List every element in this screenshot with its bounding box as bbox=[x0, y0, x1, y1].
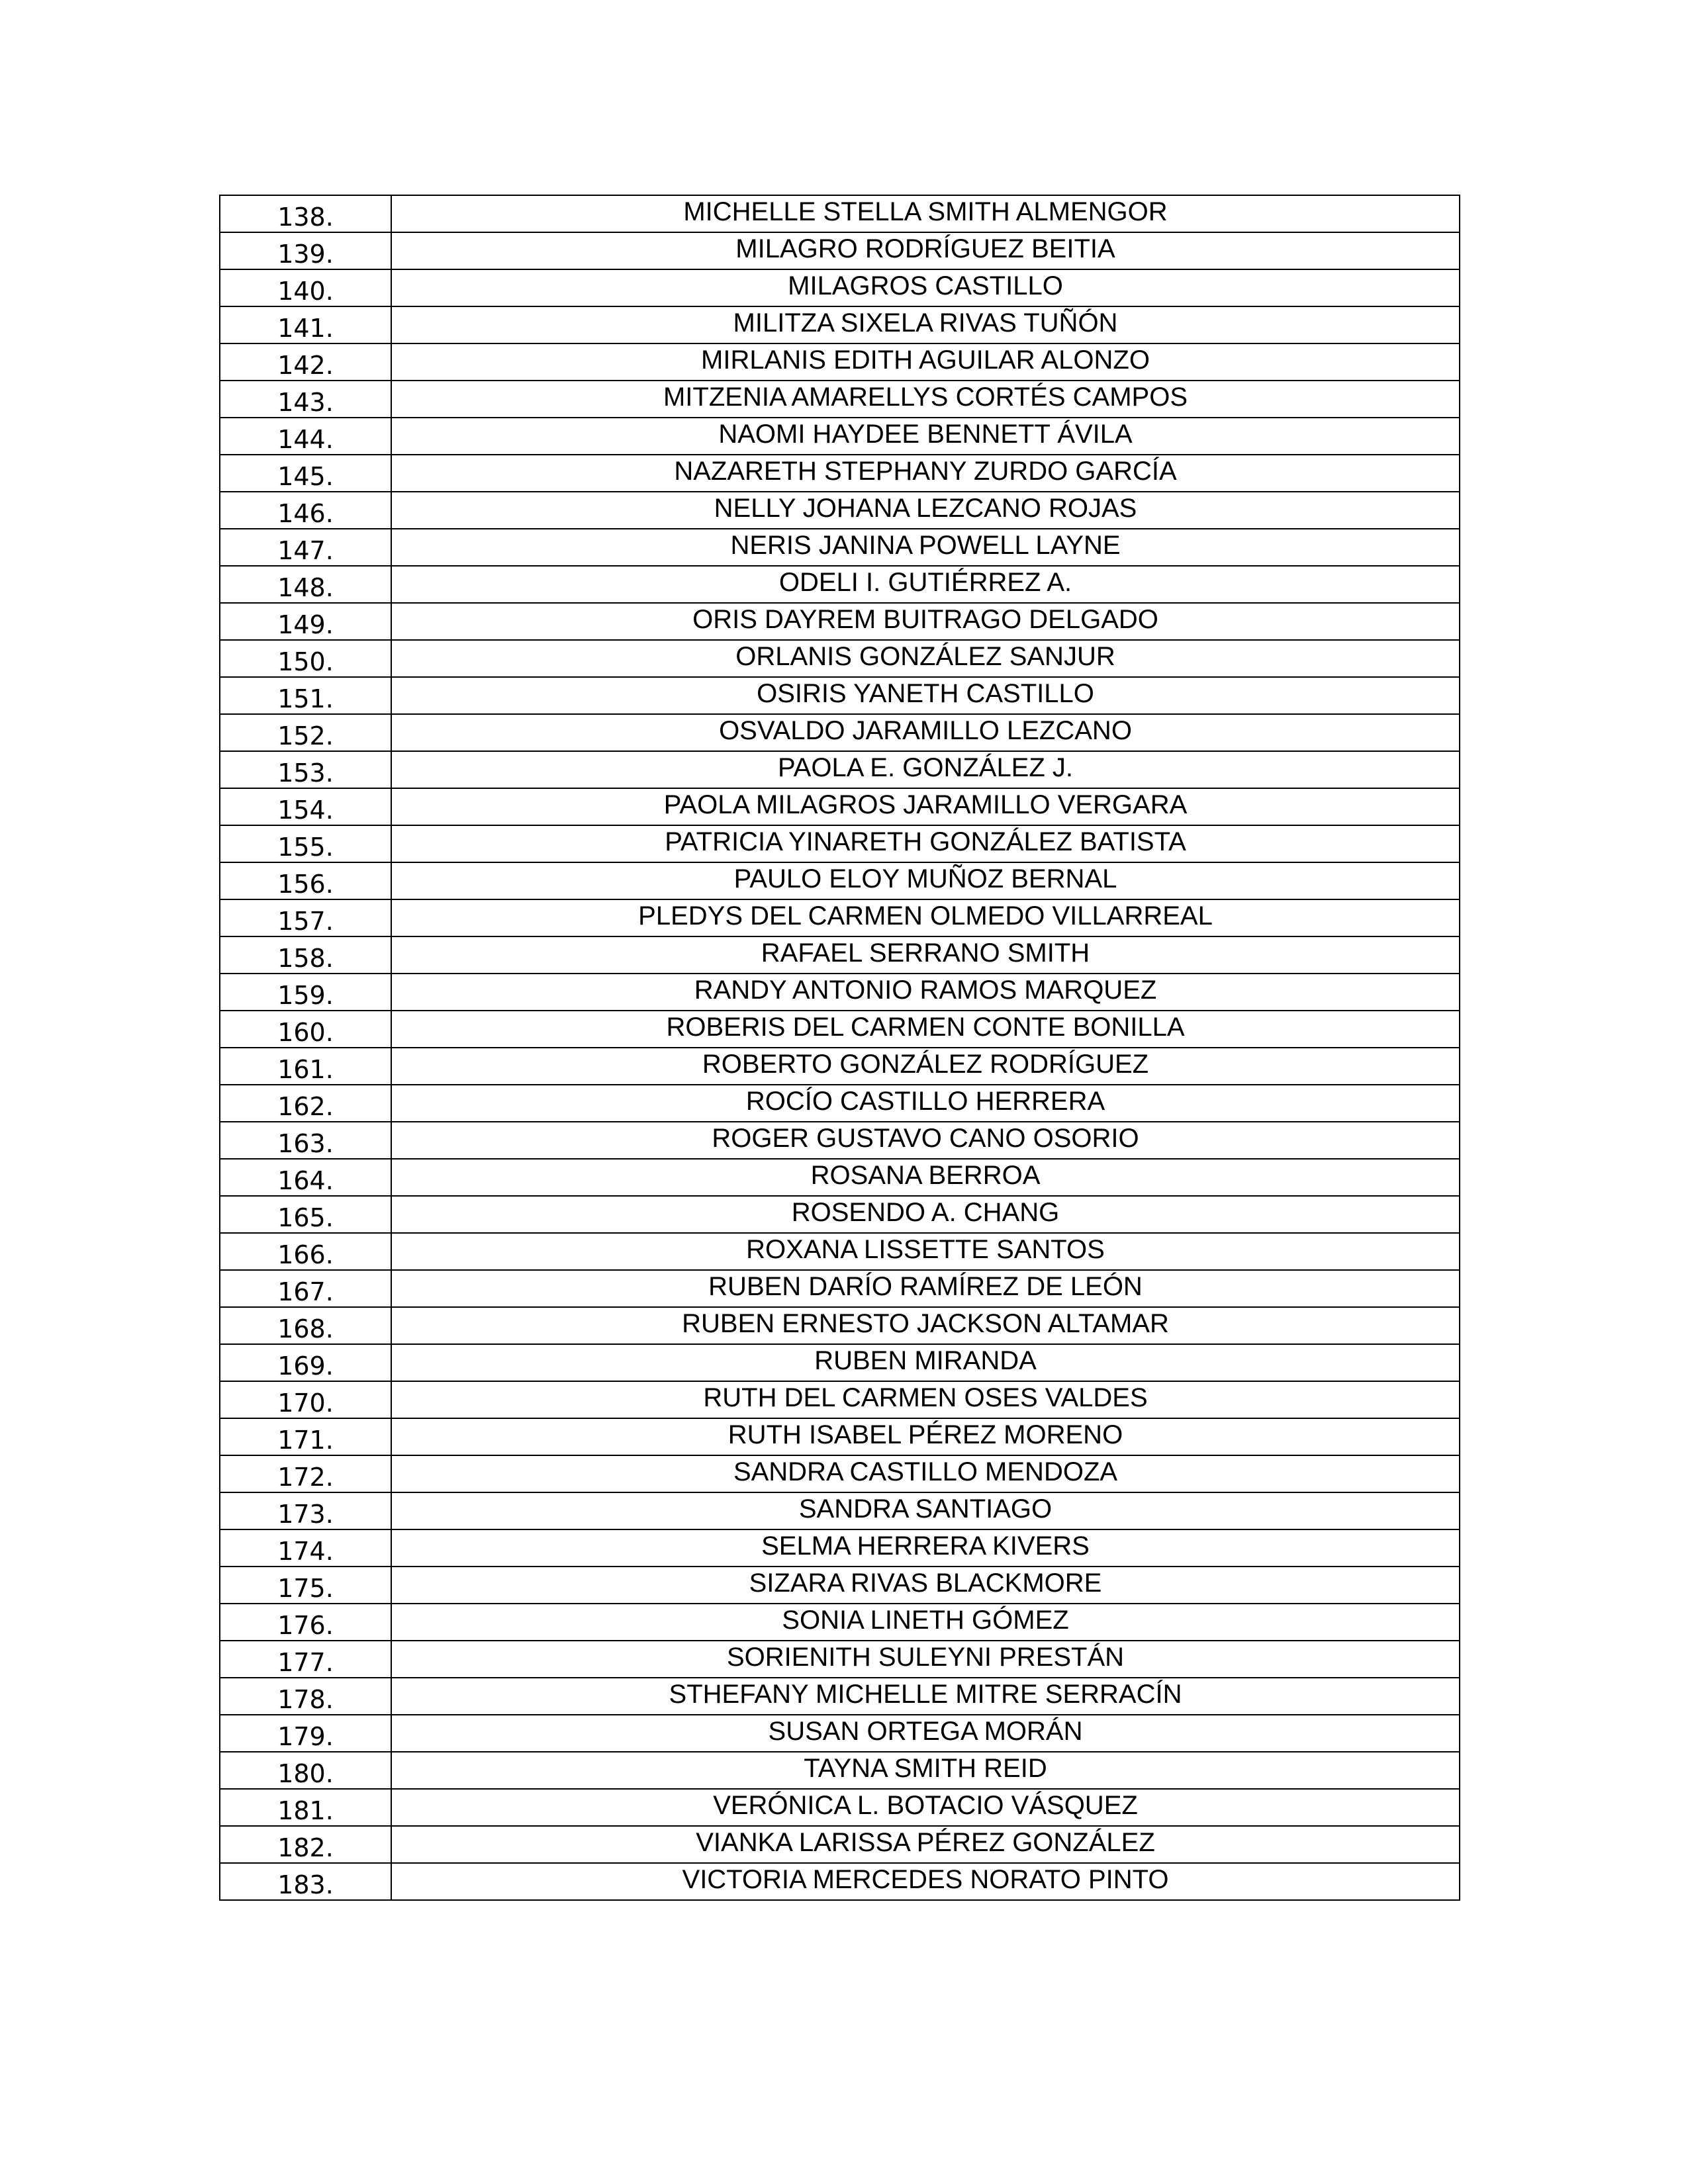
table-row bbox=[220, 788, 1460, 825]
person-name: ROSENDO A. CHANG bbox=[391, 1196, 1460, 1233]
person-name: SELMA HERRERA KIVERS bbox=[391, 1529, 1460, 1567]
person-name: VICTORIA MERCEDES NORATO PINTO bbox=[391, 1863, 1460, 1900]
person-name: RUTH ISABEL PÉREZ MORENO bbox=[391, 1418, 1460, 1455]
person-name: NELLY JOHANA LEZCANO ROJAS bbox=[391, 492, 1460, 529]
table-row bbox=[220, 974, 1460, 1011]
table-row bbox=[220, 1122, 1460, 1159]
person-name: RANDY ANTONIO RAMOS MARQUEZ bbox=[391, 974, 1460, 1011]
table-row bbox=[220, 343, 1460, 381]
row-number: 141. bbox=[220, 306, 391, 343]
person-name: ROGER GUSTAVO CANO OSORIO bbox=[391, 1122, 1460, 1159]
table-row bbox=[220, 566, 1460, 603]
table-row bbox=[220, 825, 1460, 862]
row-number: 183. bbox=[220, 1863, 391, 1900]
row-number: 155. bbox=[220, 825, 391, 862]
person-name: SUSAN ORTEGA MORÁN bbox=[391, 1715, 1460, 1752]
person-name: SIZARA RIVAS BLACKMORE bbox=[391, 1567, 1460, 1604]
names-table bbox=[219, 195, 1460, 1901]
person-name: RUBEN MIRANDA bbox=[391, 1344, 1460, 1381]
person-name: STHEFANY MICHELLE MITRE SERRACÍN bbox=[391, 1678, 1460, 1715]
row-number: 143. bbox=[220, 381, 391, 418]
row-number: 175. bbox=[220, 1567, 391, 1604]
person-name: MIRLANIS EDITH AGUILAR ALONZO bbox=[391, 343, 1460, 381]
row-number: 169. bbox=[220, 1344, 391, 1381]
row-number: 166. bbox=[220, 1233, 391, 1270]
row-number: 148. bbox=[220, 566, 391, 603]
row-number: 138. bbox=[220, 195, 391, 232]
person-name: NAOMI HAYDEE BENNETT ÁVILA bbox=[391, 418, 1460, 455]
person-name: PAOLA E. GONZÁLEZ J. bbox=[391, 751, 1460, 788]
person-name: MILITZA SIXELA RIVAS TUÑÓN bbox=[391, 306, 1460, 343]
person-name: VIANKA LARISSA PÉREZ GONZÁLEZ bbox=[391, 1826, 1460, 1863]
row-number: 157. bbox=[220, 899, 391, 936]
person-name: OSVALDO JARAMILLO LEZCANO bbox=[391, 714, 1460, 751]
row-number: 168. bbox=[220, 1307, 391, 1344]
table-row bbox=[220, 677, 1460, 714]
person-name: NERIS JANINA POWELL LAYNE bbox=[391, 529, 1460, 566]
person-name: RUTH DEL CARMEN OSES VALDES bbox=[391, 1381, 1460, 1418]
table-row bbox=[220, 418, 1460, 455]
row-number: 181. bbox=[220, 1789, 391, 1826]
row-number: 152. bbox=[220, 714, 391, 751]
table-row bbox=[220, 899, 1460, 936]
person-name: VERÓNICA L. BOTACIO VÁSQUEZ bbox=[391, 1789, 1460, 1826]
row-number: 179. bbox=[220, 1715, 391, 1752]
table-row bbox=[220, 714, 1460, 751]
table-row bbox=[220, 529, 1460, 566]
table-row bbox=[220, 232, 1460, 269]
person-name: RUBEN ERNESTO JACKSON ALTAMAR bbox=[391, 1307, 1460, 1344]
row-number: 154. bbox=[220, 788, 391, 825]
person-name: SANDRA CASTILLO MENDOZA bbox=[391, 1455, 1460, 1492]
person-name: SORIENITH SULEYNI PRESTÁN bbox=[391, 1641, 1460, 1678]
table-row bbox=[220, 1715, 1460, 1752]
table-row bbox=[220, 1641, 1460, 1678]
person-name: PLEDYS DEL CARMEN OLMEDO VILLARREAL bbox=[391, 899, 1460, 936]
table-row bbox=[220, 1678, 1460, 1715]
row-number: 149. bbox=[220, 603, 391, 640]
person-name: ROBERIS DEL CARMEN CONTE BONILLA bbox=[391, 1011, 1460, 1048]
table-row bbox=[220, 306, 1460, 343]
row-number: 147. bbox=[220, 529, 391, 566]
table-row bbox=[220, 1604, 1460, 1641]
table-row bbox=[220, 640, 1460, 677]
table-row bbox=[220, 751, 1460, 788]
person-name: ROXANA LISSETTE SANTOS bbox=[391, 1233, 1460, 1270]
person-name: OSIRIS YANETH CASTILLO bbox=[391, 677, 1460, 714]
row-number: 163. bbox=[220, 1122, 391, 1159]
row-number: 158. bbox=[220, 936, 391, 974]
person-name: ROCÍO CASTILLO HERRERA bbox=[391, 1085, 1460, 1122]
person-name: RUBEN DARÍO RAMÍREZ DE LEÓN bbox=[391, 1270, 1460, 1307]
row-number: 177. bbox=[220, 1641, 391, 1678]
row-number: 159. bbox=[220, 974, 391, 1011]
table-row bbox=[220, 1270, 1460, 1307]
table-row bbox=[220, 1196, 1460, 1233]
row-number: 178. bbox=[220, 1678, 391, 1715]
table-row bbox=[220, 1381, 1460, 1418]
table-row bbox=[220, 1492, 1460, 1529]
table-row bbox=[220, 492, 1460, 529]
row-number: 170. bbox=[220, 1381, 391, 1418]
table-row bbox=[220, 1863, 1460, 1900]
row-number: 153. bbox=[220, 751, 391, 788]
person-name: RAFAEL SERRANO SMITH bbox=[391, 936, 1460, 974]
table-row bbox=[220, 1159, 1460, 1196]
table-row bbox=[220, 1752, 1460, 1789]
table-row bbox=[220, 1307, 1460, 1344]
table-row bbox=[220, 1011, 1460, 1048]
table-row bbox=[220, 455, 1460, 492]
person-name: NAZARETH STEPHANY ZURDO GARCÍA bbox=[391, 455, 1460, 492]
row-number: 151. bbox=[220, 677, 391, 714]
table-row bbox=[220, 603, 1460, 640]
table-row bbox=[220, 1826, 1460, 1863]
person-name: PAULO ELOY MUÑOZ BERNAL bbox=[391, 862, 1460, 899]
row-number: 139. bbox=[220, 232, 391, 269]
row-number: 146. bbox=[220, 492, 391, 529]
person-name: PAOLA MILAGROS JARAMILLO VERGARA bbox=[391, 788, 1460, 825]
row-number: 160. bbox=[220, 1011, 391, 1048]
person-name: SANDRA SANTIAGO bbox=[391, 1492, 1460, 1529]
row-number: 144. bbox=[220, 418, 391, 455]
person-name: MICHELLE STELLA SMITH ALMENGOR bbox=[391, 195, 1460, 232]
table-row bbox=[220, 1048, 1460, 1085]
row-number: 162. bbox=[220, 1085, 391, 1122]
row-number: 171. bbox=[220, 1418, 391, 1455]
person-name: TAYNA SMITH REID bbox=[391, 1752, 1460, 1789]
person-name: MITZENIA AMARELLYS CORTÉS CAMPOS bbox=[391, 381, 1460, 418]
table-row bbox=[220, 1344, 1460, 1381]
names-table-body bbox=[220, 195, 1460, 1900]
row-number: 180. bbox=[220, 1752, 391, 1789]
row-number: 145. bbox=[220, 455, 391, 492]
row-number: 174. bbox=[220, 1529, 391, 1567]
row-number: 172. bbox=[220, 1455, 391, 1492]
row-number: 173. bbox=[220, 1492, 391, 1529]
person-name: ORLANIS GONZÁLEZ SANJUR bbox=[391, 640, 1460, 677]
person-name: ROBERTO GONZÁLEZ RODRÍGUEZ bbox=[391, 1048, 1460, 1085]
table-row bbox=[220, 1789, 1460, 1826]
row-number: 182. bbox=[220, 1826, 391, 1863]
table-row bbox=[220, 1455, 1460, 1492]
row-number: 176. bbox=[220, 1604, 391, 1641]
table-row bbox=[220, 1085, 1460, 1122]
table-row bbox=[220, 269, 1460, 306]
row-number: 150. bbox=[220, 640, 391, 677]
row-number: 164. bbox=[220, 1159, 391, 1196]
table-row bbox=[220, 381, 1460, 418]
person-name: MILAGRO RODRÍGUEZ BEITIA bbox=[391, 232, 1460, 269]
row-number: 156. bbox=[220, 862, 391, 899]
row-number: 140. bbox=[220, 269, 391, 306]
person-name: PATRICIA YINARETH GONZÁLEZ BATISTA bbox=[391, 825, 1460, 862]
table-row bbox=[220, 862, 1460, 899]
table-row bbox=[220, 1233, 1460, 1270]
person-name: ROSANA BERROA bbox=[391, 1159, 1460, 1196]
table-row bbox=[220, 1529, 1460, 1567]
table-row bbox=[220, 1567, 1460, 1604]
row-number: 161. bbox=[220, 1048, 391, 1085]
person-name: SONIA LINETH GÓMEZ bbox=[391, 1604, 1460, 1641]
table-row bbox=[220, 195, 1460, 232]
person-name: ODELI I. GUTIÉRREZ A. bbox=[391, 566, 1460, 603]
person-name: ORIS DAYREM BUITRAGO DELGADO bbox=[391, 603, 1460, 640]
row-number: 165. bbox=[220, 1196, 391, 1233]
person-name: MILAGROS CASTILLO bbox=[391, 269, 1460, 306]
table-row bbox=[220, 1418, 1460, 1455]
table-row bbox=[220, 936, 1460, 974]
row-number: 142. bbox=[220, 343, 391, 381]
row-number: 167. bbox=[220, 1270, 391, 1307]
